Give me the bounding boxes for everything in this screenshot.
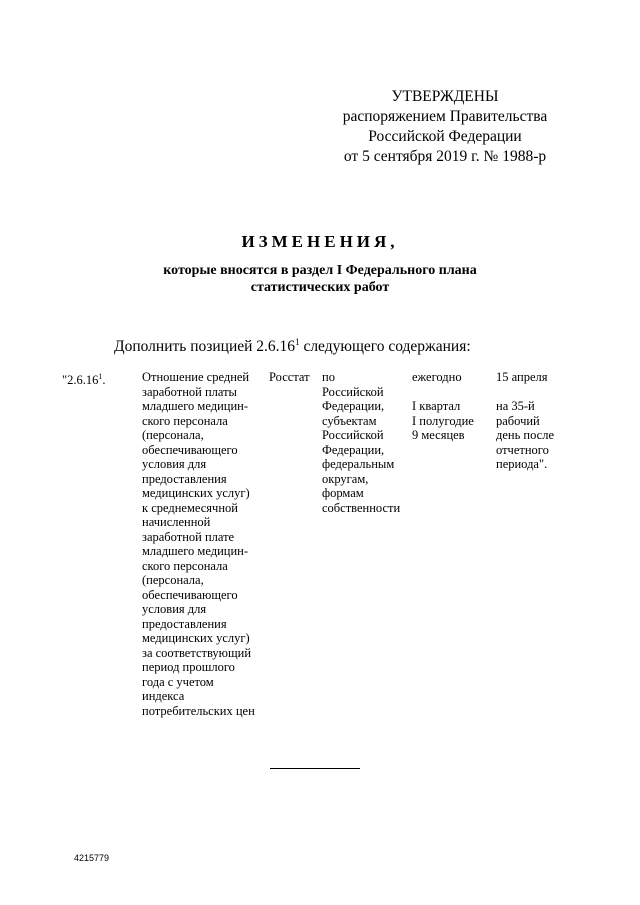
deadline-line-2: рабочий — [496, 413, 540, 428]
indicator-line: ского персонала — [142, 558, 228, 573]
indicator-line: ского персонала — [142, 413, 228, 428]
indicator-line: заработной платы — [142, 384, 237, 399]
position-superscript: 1 — [98, 372, 103, 381]
indicator-line: медицинских услуг) — [142, 631, 250, 645]
position-column — [62, 370, 127, 388]
periodicity-q1: I квартал — [412, 399, 461, 413]
breakdown-line: федеральным — [322, 457, 395, 471]
indicator-line: (персонала, — [142, 428, 204, 442]
indicator-line: младшего медицин- — [142, 399, 248, 413]
breakdown-line: собственности — [322, 500, 401, 515]
indicator-column — [142, 370, 260, 718]
deadline-column — [496, 370, 566, 472]
deadline-line-3: день после — [496, 428, 555, 442]
indicator-line: младшего медицин- — [142, 544, 248, 558]
periodicity-h1: I полугодие — [412, 413, 474, 428]
periodicity-column — [412, 370, 487, 443]
breakdown-line: субъектам — [322, 413, 377, 428]
closing-rule — [270, 768, 360, 769]
intro-superscript: 1 — [295, 337, 300, 347]
indicator-line: года с учетом — [142, 674, 214, 689]
intro-text-before: Дополнить позицией 2.6.16 — [114, 338, 296, 356]
deadline-line-4: отчетного — [496, 442, 549, 457]
deadline-line-1: на 35-й — [496, 399, 535, 413]
indicator-line: медицинских услуг) — [142, 486, 250, 500]
breakdown-line: Федерации, — [322, 442, 385, 457]
periodicity-first: ежегодно — [412, 370, 462, 384]
breakdown-line: округам, — [322, 471, 369, 486]
approval-block — [320, 87, 570, 167]
indicator-line: заработной плате — [142, 529, 235, 544]
indicator-line: индекса — [142, 689, 185, 703]
breakdown-line: Федерации, — [322, 399, 385, 413]
approved-line-3: от 5 сентября 2019 г. № 1988-р — [343, 148, 547, 165]
breakdown-line: формам — [322, 486, 364, 500]
subtitle-line-1: которые вносятся в раздел I Федерального плана — [163, 263, 477, 278]
indicator-line: начисленной — [142, 515, 211, 529]
deadline-line-5: периода". — [496, 457, 548, 471]
breakdown-column — [322, 370, 404, 515]
indicator-line: обеспечивающего — [142, 442, 238, 457]
indicator-line: предоставления — [142, 471, 227, 486]
indicator-line: к среднемесячной — [142, 500, 238, 515]
approved-line-2: Российской Федерации — [368, 128, 522, 145]
position-tail: . — [102, 373, 106, 388]
subtitle-line-2: статистических работ — [250, 280, 390, 295]
indicator-line: за соответствующий — [142, 645, 252, 660]
document-subtitle — [0, 262, 640, 296]
intro-text-after: следующего содержания: — [299, 338, 471, 356]
periodicity-9m: 9 месяцев — [412, 428, 465, 442]
indicator-line: (персонала, — [142, 573, 204, 587]
breakdown-line: по — [322, 370, 335, 384]
indicator-line: предоставления — [142, 616, 227, 631]
indicator-line: условия для — [142, 602, 207, 616]
agency-name: Росстат — [269, 370, 310, 384]
position-number: "2.6.16 — [62, 373, 99, 388]
breakdown-line: Российской — [322, 384, 384, 399]
approved-label: УТВЕРЖДЕНЫ — [391, 88, 499, 105]
agency-column — [269, 370, 314, 385]
breakdown-line: Российской — [322, 428, 384, 442]
indicator-line: Отношение средней — [142, 370, 250, 384]
deadline-first: 15 апреля — [496, 370, 548, 384]
indicator-line: период прошлого — [142, 660, 235, 674]
approved-line-1: распоряжением Правительства — [342, 108, 548, 125]
indicator-line: обеспечивающего — [142, 587, 238, 602]
document-title: ИЗМЕНЕНИЯ, — [241, 232, 399, 251]
indicator-line: потребительских цен — [142, 703, 255, 718]
indicator-line: условия для — [142, 457, 207, 471]
intro-paragraph — [114, 337, 471, 356]
document-number: 4215779 — [74, 853, 110, 863]
